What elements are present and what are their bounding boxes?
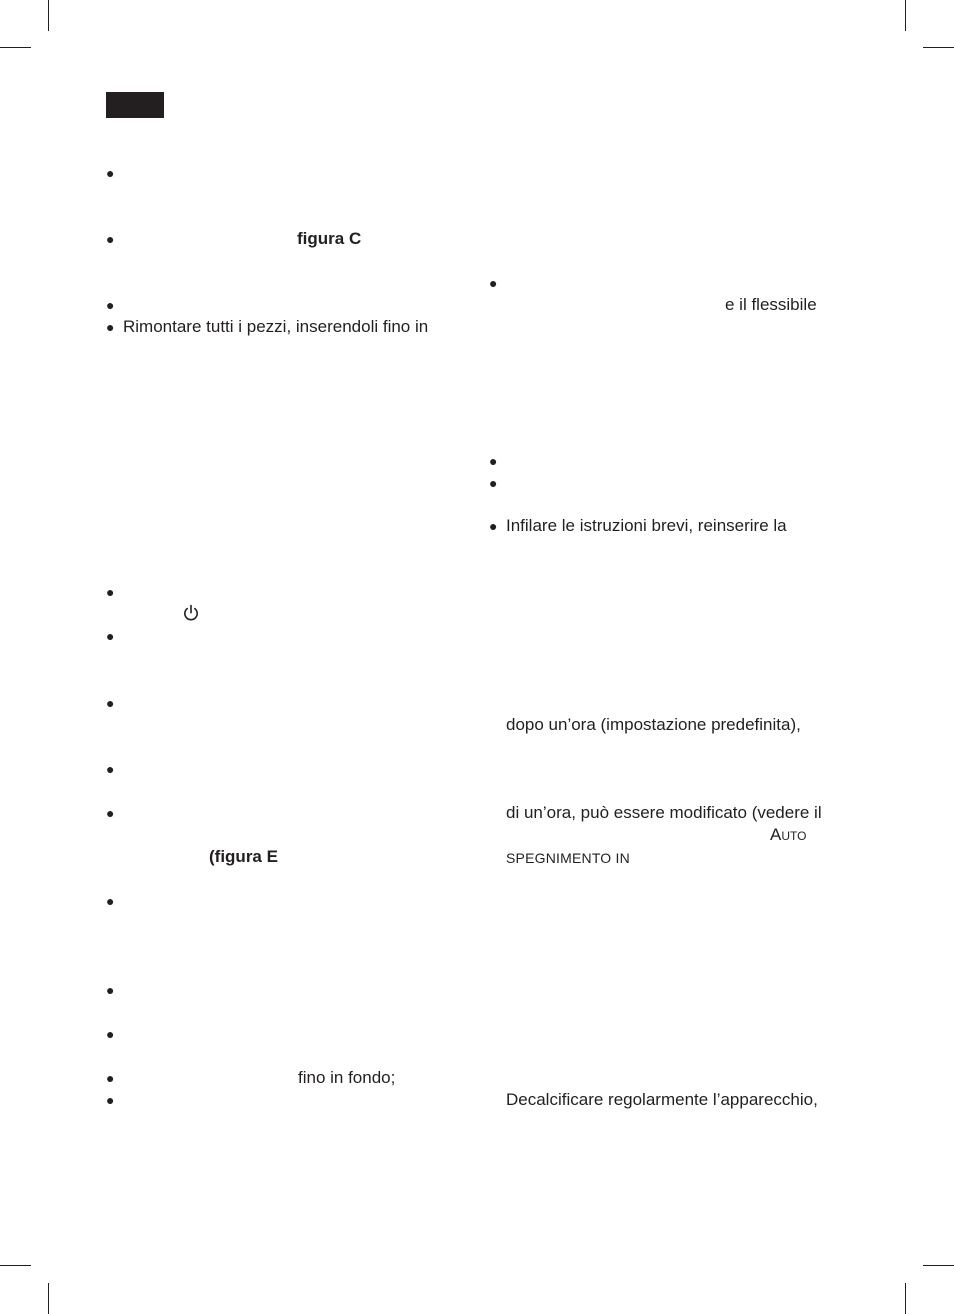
istruzioni-brevi-text: Infilare le istruzioni brevi, reinserire la xyxy=(506,516,787,535)
spegnimento-menu-label: SPEGNIMENTO IN xyxy=(506,850,630,866)
bullet: ● xyxy=(106,319,115,335)
fino-in-fondo-text: fino in fondo; xyxy=(298,1068,396,1087)
bullet: ● xyxy=(489,453,498,469)
language-tab xyxy=(106,92,164,118)
crop-mark-top-left-vertical xyxy=(48,0,49,31)
crop-mark-top-left-horizontal xyxy=(0,47,31,48)
flessibile-text: e il flessibile xyxy=(725,295,817,314)
bullet: ● xyxy=(106,584,115,600)
bullet: ● xyxy=(106,805,115,821)
crop-mark-bottom-right-horizontal xyxy=(923,1265,954,1266)
auto-menu-label xyxy=(770,825,806,845)
bullet: ● xyxy=(106,165,115,181)
bullet: ● xyxy=(489,475,498,491)
crop-mark-bottom-left-vertical xyxy=(48,1283,49,1314)
bullet: ● xyxy=(106,1070,115,1086)
bullet: ● xyxy=(489,275,498,291)
crop-mark-bottom-right-vertical xyxy=(905,1283,906,1314)
bullet: ● xyxy=(106,695,115,711)
power-icon xyxy=(182,604,200,622)
auto-menu-label-text: Auto xyxy=(770,825,807,844)
bullet: ● xyxy=(106,628,115,644)
bullet: ● xyxy=(106,231,115,247)
di-un-ora-text: di un’ora, può essere modificato (vedere il xyxy=(506,803,822,822)
figure-reference-c: figura C xyxy=(297,229,362,248)
bullet: ● xyxy=(106,1092,115,1108)
bullet: ● xyxy=(489,518,498,534)
reassemble-instruction: Rimontare tutti i pezzi, inserendoli fino in xyxy=(123,317,429,336)
bullet: ● xyxy=(106,893,115,909)
bullet: ● xyxy=(106,1026,115,1042)
dopo-un-ora-text: dopo un’ora (impostazione predefinita), xyxy=(506,715,801,734)
crop-mark-top-right-horizontal xyxy=(923,47,954,48)
crop-mark-bottom-left-horizontal xyxy=(0,1265,31,1266)
bullet: ● xyxy=(106,297,115,313)
crop-mark-top-right-vertical xyxy=(905,0,906,31)
figure-reference-e: (figura E xyxy=(209,847,278,866)
bullet: ● xyxy=(106,761,115,777)
decalcificare-text: Decalcificare regolarmente l’apparecchio, xyxy=(506,1090,818,1109)
bullet: ● xyxy=(106,982,115,998)
